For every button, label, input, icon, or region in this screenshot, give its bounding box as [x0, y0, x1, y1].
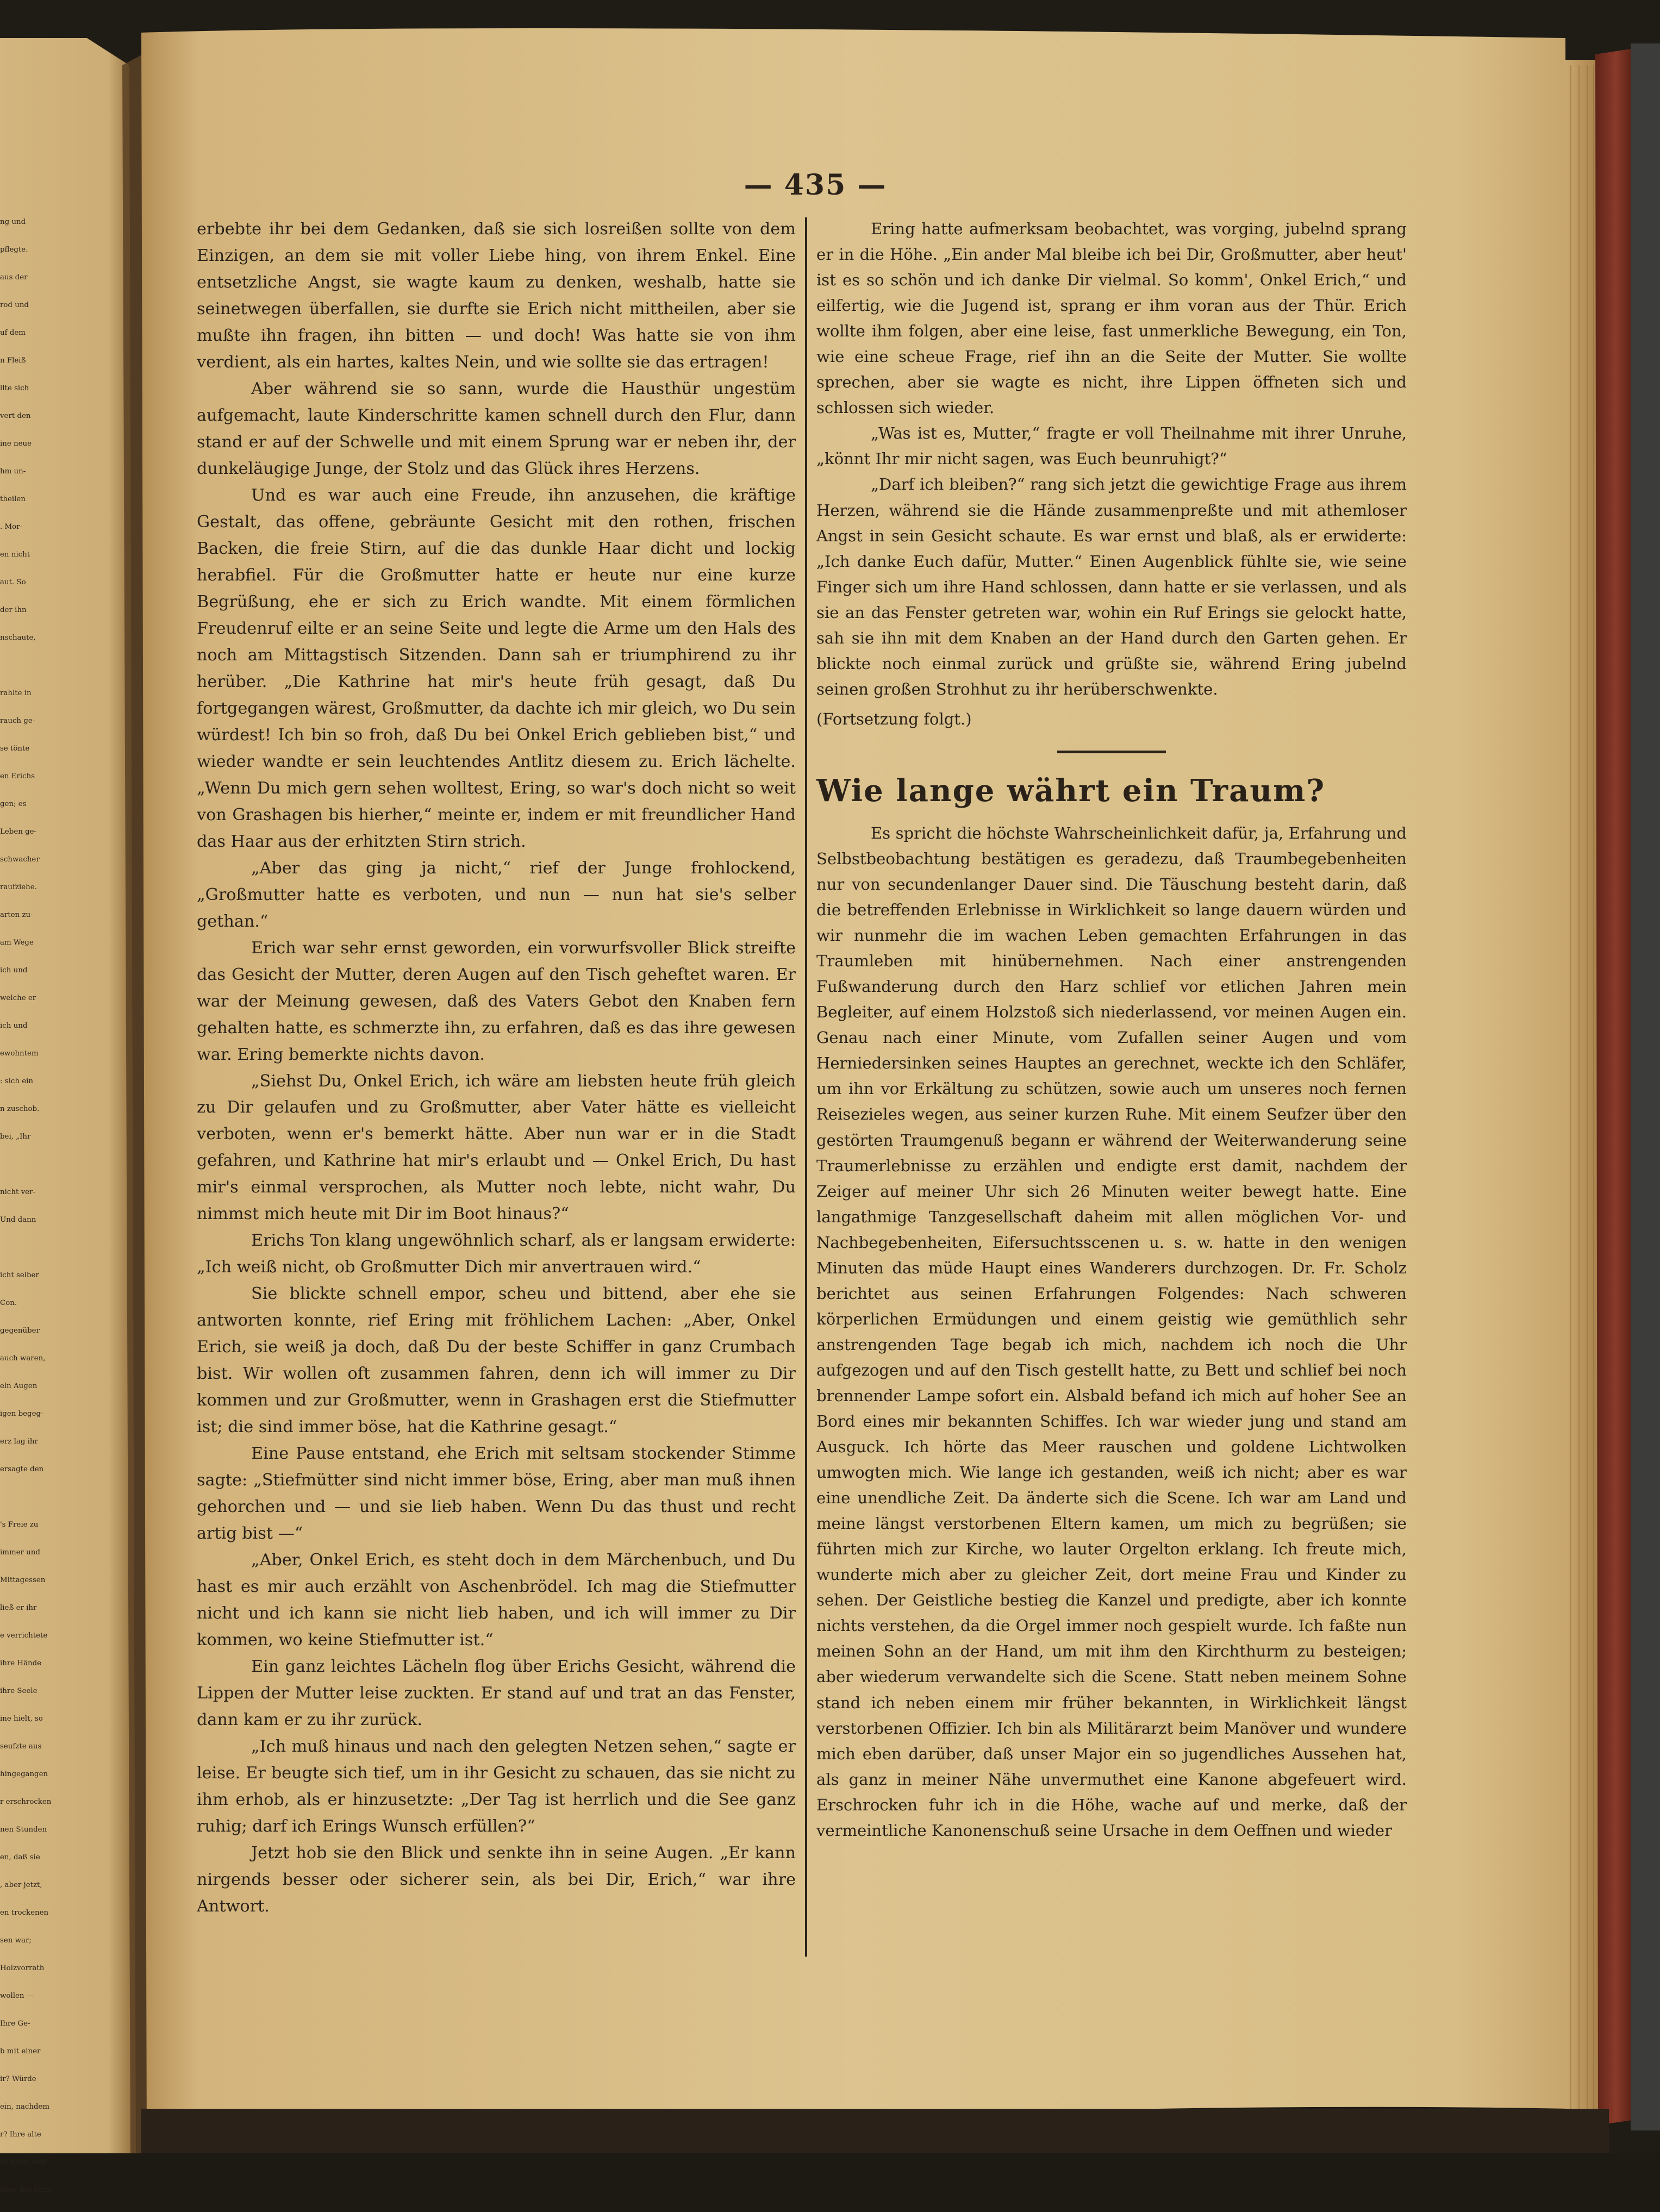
paragraph: Aber während sie so sann, wurde die Hausthür ungestüm aufgemacht, laute Kinderschritte kamen schnell durch den Flur, dann stand er auf der Schwelle und mit einem Sprung war er neben ihr, der dunkeläugige Junge, der Stolz und das Glück ihres Herzens.	[197, 379, 796, 478]
paragraph: Eine Pause entstand, ehe Erich mit seltsam stockender Stimme sagte: „Stiefmütter sind nicht immer böse, Ering, aber man muß ihnen gehorchen und — und sie lieb haben. Wenn Du das thust und recht artig bist —“	[197, 1444, 796, 1544]
fragment-line: aber das Herz	[0, 2186, 52, 2194]
fragment-line: ewohntem	[0, 1049, 39, 1058]
fragment-line: se tönte	[0, 745, 30, 753]
left-column	[197, 216, 796, 1920]
fragment-line: r erschrocken	[0, 1798, 52, 1806]
paragraph: Erich war sehr ernst geworden, ein vorwurfsvoller Blick streifte das Gesicht der Mutter, deren Augen auf den Tisch geheftet waren. Er war der Meinung gewesen, daß des Vaters Gebot den Knaben fern gehalten hatte, es schmerzte ihn, zu erfahren, daß es das ihre gewesen war. Ering bemerkte nichts davon.	[197, 938, 796, 1064]
fragment-line: am Wege	[0, 939, 34, 947]
fragment-line: immer und	[0, 1548, 40, 1557]
binding-cover	[1595, 49, 1636, 2125]
fragment-line: Con.	[0, 1299, 17, 1307]
fragment-line: sen war;	[0, 1936, 32, 1945]
fragment-line: auch waren,	[0, 1354, 46, 1363]
cover-cloth	[1631, 43, 1660, 2130]
fragment-line: nschaute,	[0, 634, 36, 642]
fragment-line: welche er	[0, 994, 36, 1002]
fragment-line: ich und	[0, 1022, 28, 1030]
paragraph: Ein ganz leichtes Lächeln flog über Erichs Gesicht, während die Lippen der Mutter leise zuckten. Er stand auf und trat an das Fenster, dann kam er zu ihr zurück.	[197, 1657, 796, 1730]
fragment-line: ersagte den	[0, 1465, 44, 1473]
paragraph: Und es war auch eine Freude, ihn anzusehen, die kräftige Gestalt, das offene, gebräunte Gesicht mit den rothen, frischen Backen, die freie Stirn, auf die das dunkle Haar dicht und lockig herabfiel. Für die Großmutter hatte er heute nur eine kurze Begrüßung, ehe er sich zu Erich wandte. Mit einem förmlichen Freudenruf eilte er an seine Seite und legte die Arme um den Hals des noch am Mittagstisch Sitzenden. Dann sah er triumphirend zu ihr herüber. „Die Kathrine hat mir's heute früh gesagt, daß Du fortgegangen wärest, Großmutter, da dachte ich mir gleich, wo Du sein würdest! Ich bin so froh, daß Du bei Onkel Erich geblieben bist,“ und wieder wandte er sein leuchtendes Antlitz diesem zu. Erich lächelte. „Wenn Du mich gern sehen wolltest, Ering, so war's doch nicht so weit von Grashagen bis hierher,“ meinte er, indem er mit freundlicher Hand das Haar aus der erhitzten Stirn strich.	[197, 485, 796, 851]
paragraph: „Was ist es, Mutter,“ fragte er voll Theilnahme mit ihrer Unruhe, „könnt Ihr mir nicht sagen, was Euch beunruhigt?“	[816, 424, 1407, 468]
paragraph: Sie blickte schnell empor, scheu und bittend, aber ehe sie antworten konnte, rief Ering mit fröhlichem Lachen: „Aber, Onkel Erich, sie weiß ja doch, daß Du der beste Schiffer in ganz Crumbach bist. Wir wollen oft zusammen fahren, denn ich will immer zu Dir kommen und zur Großmutter, wenn in Grashagen erst die Stiefmutter ist; die sind immer böse, hat die Kathrine gesagt.“	[197, 1284, 796, 1437]
fragment-line	[0, 1242, 121, 1270]
fragment-line: ließ er ihr	[0, 1604, 37, 1612]
fragment-line: vert den	[0, 412, 31, 420]
fragment-line: bei, „Ihr	[0, 1133, 31, 1141]
fragment-line: gen; es	[0, 800, 27, 808]
fragment-line: der ihn	[0, 606, 27, 614]
fragment-line: schwacher	[0, 855, 40, 864]
paragraph: „Siehst Du, Onkel Erich, ich wäre am liebsten heute früh gleich zu Dir gelaufen und zu Großmutter, aber Vater hätte es vielleicht verboten, wenn er's bemerkt hätte. Aber nun war er in die Stadt gefahren, und Kathrine hat mir's erlaubt und — Onkel Erich, Du hast mir's einmal versprochen, als Mutter noch lebte, nicht wahr, Du nimmst mich heute mit Dir im Boot hinaus?“	[197, 1071, 796, 1224]
fragment-line: Holzvorrath	[0, 1964, 45, 1972]
fragment-line: eln Augen	[0, 1382, 38, 1390]
fragment-line: arten zu-	[0, 911, 33, 919]
paragraph: „Aber, Onkel Erich, es steht doch in dem Märchenbuch, und Du hast es mir auch erzählt von Aschenbrödel. Ich mag die Stiefmutter nicht und ich kann sie nicht lieb haben, und ich will immer zu Dir kommen, wo keine Stiefmutter ist.“	[197, 1551, 796, 1650]
fragment-line: Ihre Ge-	[0, 2020, 30, 2028]
fragment-line: ar nicht weit	[0, 2158, 47, 2166]
fragment-line: rahlte in	[0, 689, 32, 697]
fragment-line: icht selber	[0, 1271, 39, 1279]
fragment-line: en trockenen	[0, 1909, 49, 1917]
article-title: Wie lange währt ein Traum?	[816, 772, 1326, 809]
fragment-line: Leben ge-	[0, 828, 37, 836]
continuation-note: (Fortsetzung folgt.)	[816, 709, 972, 728]
fragment-line: erz lag ihr	[0, 1438, 38, 1446]
paragraph: „Darf ich bleiben?“ rang sich jetzt die gewichtige Frage aus ihrem Herzen, während sie die Hände zusammenpreßte und mit athemloser Angst in sein Gesicht schaute. Es war ernst und blaß, als er erwiderte: „Ich danke Euch dafür, Mutter.“ Einen Augenblick fühlte sie, wie seine Finger sich um ihre Hand schlossen, dann hatte er sie verlassen, und als sie an das Fenster getreten war, wohin ein Ruf Erings sie gelockt hatte, sah sie ihn mit dem Knaben an der Hand durch den Garten gehen. Er blickte noch einmal zurück und grüßte sie, während Ering jubelnd seinen großen Strohhut zu ihr herüberschwenkte.	[816, 475, 1407, 698]
fragment-line: seufzte aus	[0, 1742, 42, 1751]
fragment-line: Und dann	[0, 1216, 36, 1224]
fragment-line: ihre Seele	[0, 1687, 38, 1695]
fragment-line: b mit einer	[0, 2047, 41, 2055]
fragment-line: ihre Hände	[0, 1659, 42, 1667]
fragment-line: . Mor-	[0, 523, 23, 531]
paragraph: Jetzt hob sie den Blick und senkte ihn in seine Augen. „Er kann nirgends besser oder sicherer sein, als bei Dir, Erich,“ war ihre Antwort.	[197, 1844, 796, 1916]
article-body: Es spricht die höchste Wahrscheinlichkeit dafür, ja, Erfahrung und Selbstbeobachtung bestätigen es geradezu, daß Traumbegebenheiten nur von secundenlanger Dauer sind. Die Täuschung besteht darin, daß die betreffenden Erlebnisse in Wirklichkeit so lange dauern würden und wir nunmehr die im wachen Leben gemachten Erfahrungen in das Traumleben mit hinübernehmen. Nach einer anstrengenden Fußwanderung durch den Harz schlief vor etlichen Jahren mein Begleiter, auf einem Holzstoß sich niederlassend, vor meinen Augen ein. Genau nach einer Minute, vom Zufallen seiner Augen und vom Herniedersinken seines Hauptes an gerechnet, weckte ich den Schläfer, um ihn vor Erkältung zu schützen, sowie auch um unseres noch fernen Reisezieles wegen, aus seiner kurzen Ruhe. Mit einem Seufzer über den gestörten Traumgenuß begann er während der Weiterwanderung seine Traumerlebnisse zu erzählen und endigte erst damit, nachdem der Zeiger auf meiner Uhr sich 26 Minuten weiter bewegt hatte. Eine langathmige Tanzgesellschaft daheim mit allen möglichen Vor- und Nachbegebenheiten, Eifersuchtsscenen u. s. w. hatte in den wenigen Minuten das müde Haupt eines Wanderers durchzogen. Dr. Fr. Scholz berichtet aus seinen Erfahrungen Folgendes: Nach schweren körperlichen Ermüdungen und einem geistig wie gemüthlich sehr anstrengenden Tage begab ich mich, nachdem ich noch die Uhr aufgezogen und auf den Tisch gestellt hatte, zu Bett und schlief bei noch brennender Lampe sofort ein. Alsbald befand ich mich auf hoher See an Bord eines mir bekannten Schiffes. Ich war wieder jung und stand am Ausguck. Ich hörte das Meer rauschen und goldene Lichtwolken umwogten mich. Wie lange ich gestanden, weiß ich nicht; aber es war eine unendliche Zeit. Da änderte sich die Scene. Ich war am Land und meine längst verstorbenen Eltern kamen, um mich zu begrüßen; sie führten mich zur Kirche, wo lauter Orgelton erklang. Ich freute mich, wunderte mich aber zu gleicher Zeit, dort meine Frau und Kinder zu sehen. Der Geistliche bestieg die Kanzel und predigte, aber ich konnte nichts verstehen, da die Orgel immer noch gespielt wurde. Ich faßte nun meinen Sohn an der Hand, um mit ihm den Kirchthurm zu besteigen; aber wiederum verwandelte sich die Scene. Statt neben meinem Sohne stand ich neben einem mir früher bekannten, in Wirklichkeit längst verstorbenen Offizier. Ich bin als Militärarzt beim Manöver und wundere mich eben darüber, daß unser Major ein so jugendliches Aussehen hat, als ganz in meiner Nähe unvermuthet eine Kanone abgefeuert wird. Erschrocken fuhr ich in die Höhe, wache auf und merke, daß der vermeintliche Kanonenschuß seine Ursache in dem Oeffnen und wieder	[816, 823, 1407, 1840]
paragraph: „Aber das ging ja nicht,“ rief der Junge frohlockend, „Großmutter hatte es verboten, und nun — nun hat sie's selber gethan.“	[197, 858, 796, 931]
fragment-line: en, daß sie	[0, 1853, 40, 1861]
fragment-line: ng und	[0, 218, 26, 226]
fragment-line: , aber jetzt,	[0, 1881, 42, 1889]
page-number: — 435 —	[744, 168, 887, 202]
fragment-line: hm un-	[0, 467, 26, 476]
fragment-line: wollen —	[0, 1992, 34, 2000]
fragment-line: en nicht	[0, 551, 30, 559]
fragment-line: aut. So	[0, 578, 26, 586]
fragment-line: rod und	[0, 301, 29, 309]
fragment-line: en Erichs	[0, 772, 35, 780]
fragment-line: ine neue	[0, 440, 32, 448]
fragment-line: ich und	[0, 966, 28, 974]
fragment-line: ine hielt, so	[0, 1715, 43, 1723]
fragment-line: 's Freie zu	[0, 1521, 39, 1529]
paragraph: Ering hatte aufmerksam beobachtet, was vorging, jubelnd sprang er in die Höhe. „Ein ander Mal bleibe ich bei Dir, Großmutter, aber heut' ist es so schön und ich danke Dir vielmal. So komm', Onkel Erich,“ und eilfertig, wie die Jugend ist, sprang er ihm voran aus der Thür. Erich wollte ihm folgen, aber eine leise, fast unmerkliche Bewegung, ein Ton, wie eine scheue Frage, rief ihn an die Seite der Mutter. Sie wollte sprechen, aber sie wagte es nicht, ihre Lippen öffneten sich und schlossen sich wieder.	[816, 220, 1407, 417]
fragment-line: Mittagessen	[0, 1576, 46, 1584]
fragment-line: ir? Würde	[0, 2075, 36, 2083]
paragraph: Erichs Ton klang ungewöhnlich scharf, als er langsam erwiderte: „Ich weiß nicht, ob Großmutter Dich mir anvertrauen wird.“	[197, 1231, 796, 1277]
fragment-line	[0, 660, 121, 688]
fragment-line: aus der	[0, 273, 28, 282]
fragment-line: r? Ihre alte	[0, 2130, 41, 2139]
fragment-line: pflegte.	[0, 246, 28, 254]
fragment-line: theilen	[0, 495, 26, 503]
fragment-line: nen Stunden	[0, 1826, 47, 1834]
fragment-line: n zuschob.	[0, 1105, 40, 1113]
fragment-line: rauch ge-	[0, 717, 35, 725]
fragment-line: raufziehe.	[0, 883, 37, 891]
paragraph: erbebte ihr bei dem Gedanken, daß sie sich losreißen sollte von dem Einzigen, an dem sie mit voller Liebe hing, von ihrem Enkel. Eine entsetzliche Angst, sie wagte kaum zu denken, weshalb, hatte sie seinetwegen überfallen, sie durfte sie Erich nicht mittheilen, aber sie mußte ihn fragen, ihn bitten — und doch! Was hatte sie von ihm verdient, als ein hartes, kaltes Nein, und wie sollte sie das ertragen!	[197, 220, 796, 372]
fragment-line	[0, 1491, 121, 1519]
fragment-line: : sich ein	[0, 1077, 33, 1085]
section-divider	[1057, 751, 1166, 753]
fragment-line: e verrichtete	[0, 1632, 48, 1640]
right-column	[816, 216, 1407, 1844]
fragment-line: uf dem	[0, 329, 26, 337]
bottom-edge	[141, 2109, 1609, 2153]
fragment-line: ein, nachdem	[0, 2103, 50, 2111]
left-page-fragments	[0, 216, 121, 2212]
fragment-line: igen begeg-	[0, 1410, 43, 1418]
fragment-line: hingegangen	[0, 1770, 48, 1778]
paragraph: „Ich muß hinaus und nach den gelegten Netzen sehen,“ sagte er leise. Er beugte sich tief, um in ihr Gesicht zu schauen, das sie nicht zu ihm erhob, als er hinzusetzte: „Der Tag ist herrlich und die See ganz ruhig; darf ich Erings Wunsch erfüllen?“	[197, 1737, 796, 1836]
fragment-line: n Fleiß	[0, 357, 26, 365]
fragment-line: gegenüber	[0, 1327, 40, 1335]
fragment-line	[0, 1159, 121, 1186]
fragment-line: llte sich	[0, 384, 29, 392]
fragment-line: nicht ver-	[0, 1188, 35, 1196]
